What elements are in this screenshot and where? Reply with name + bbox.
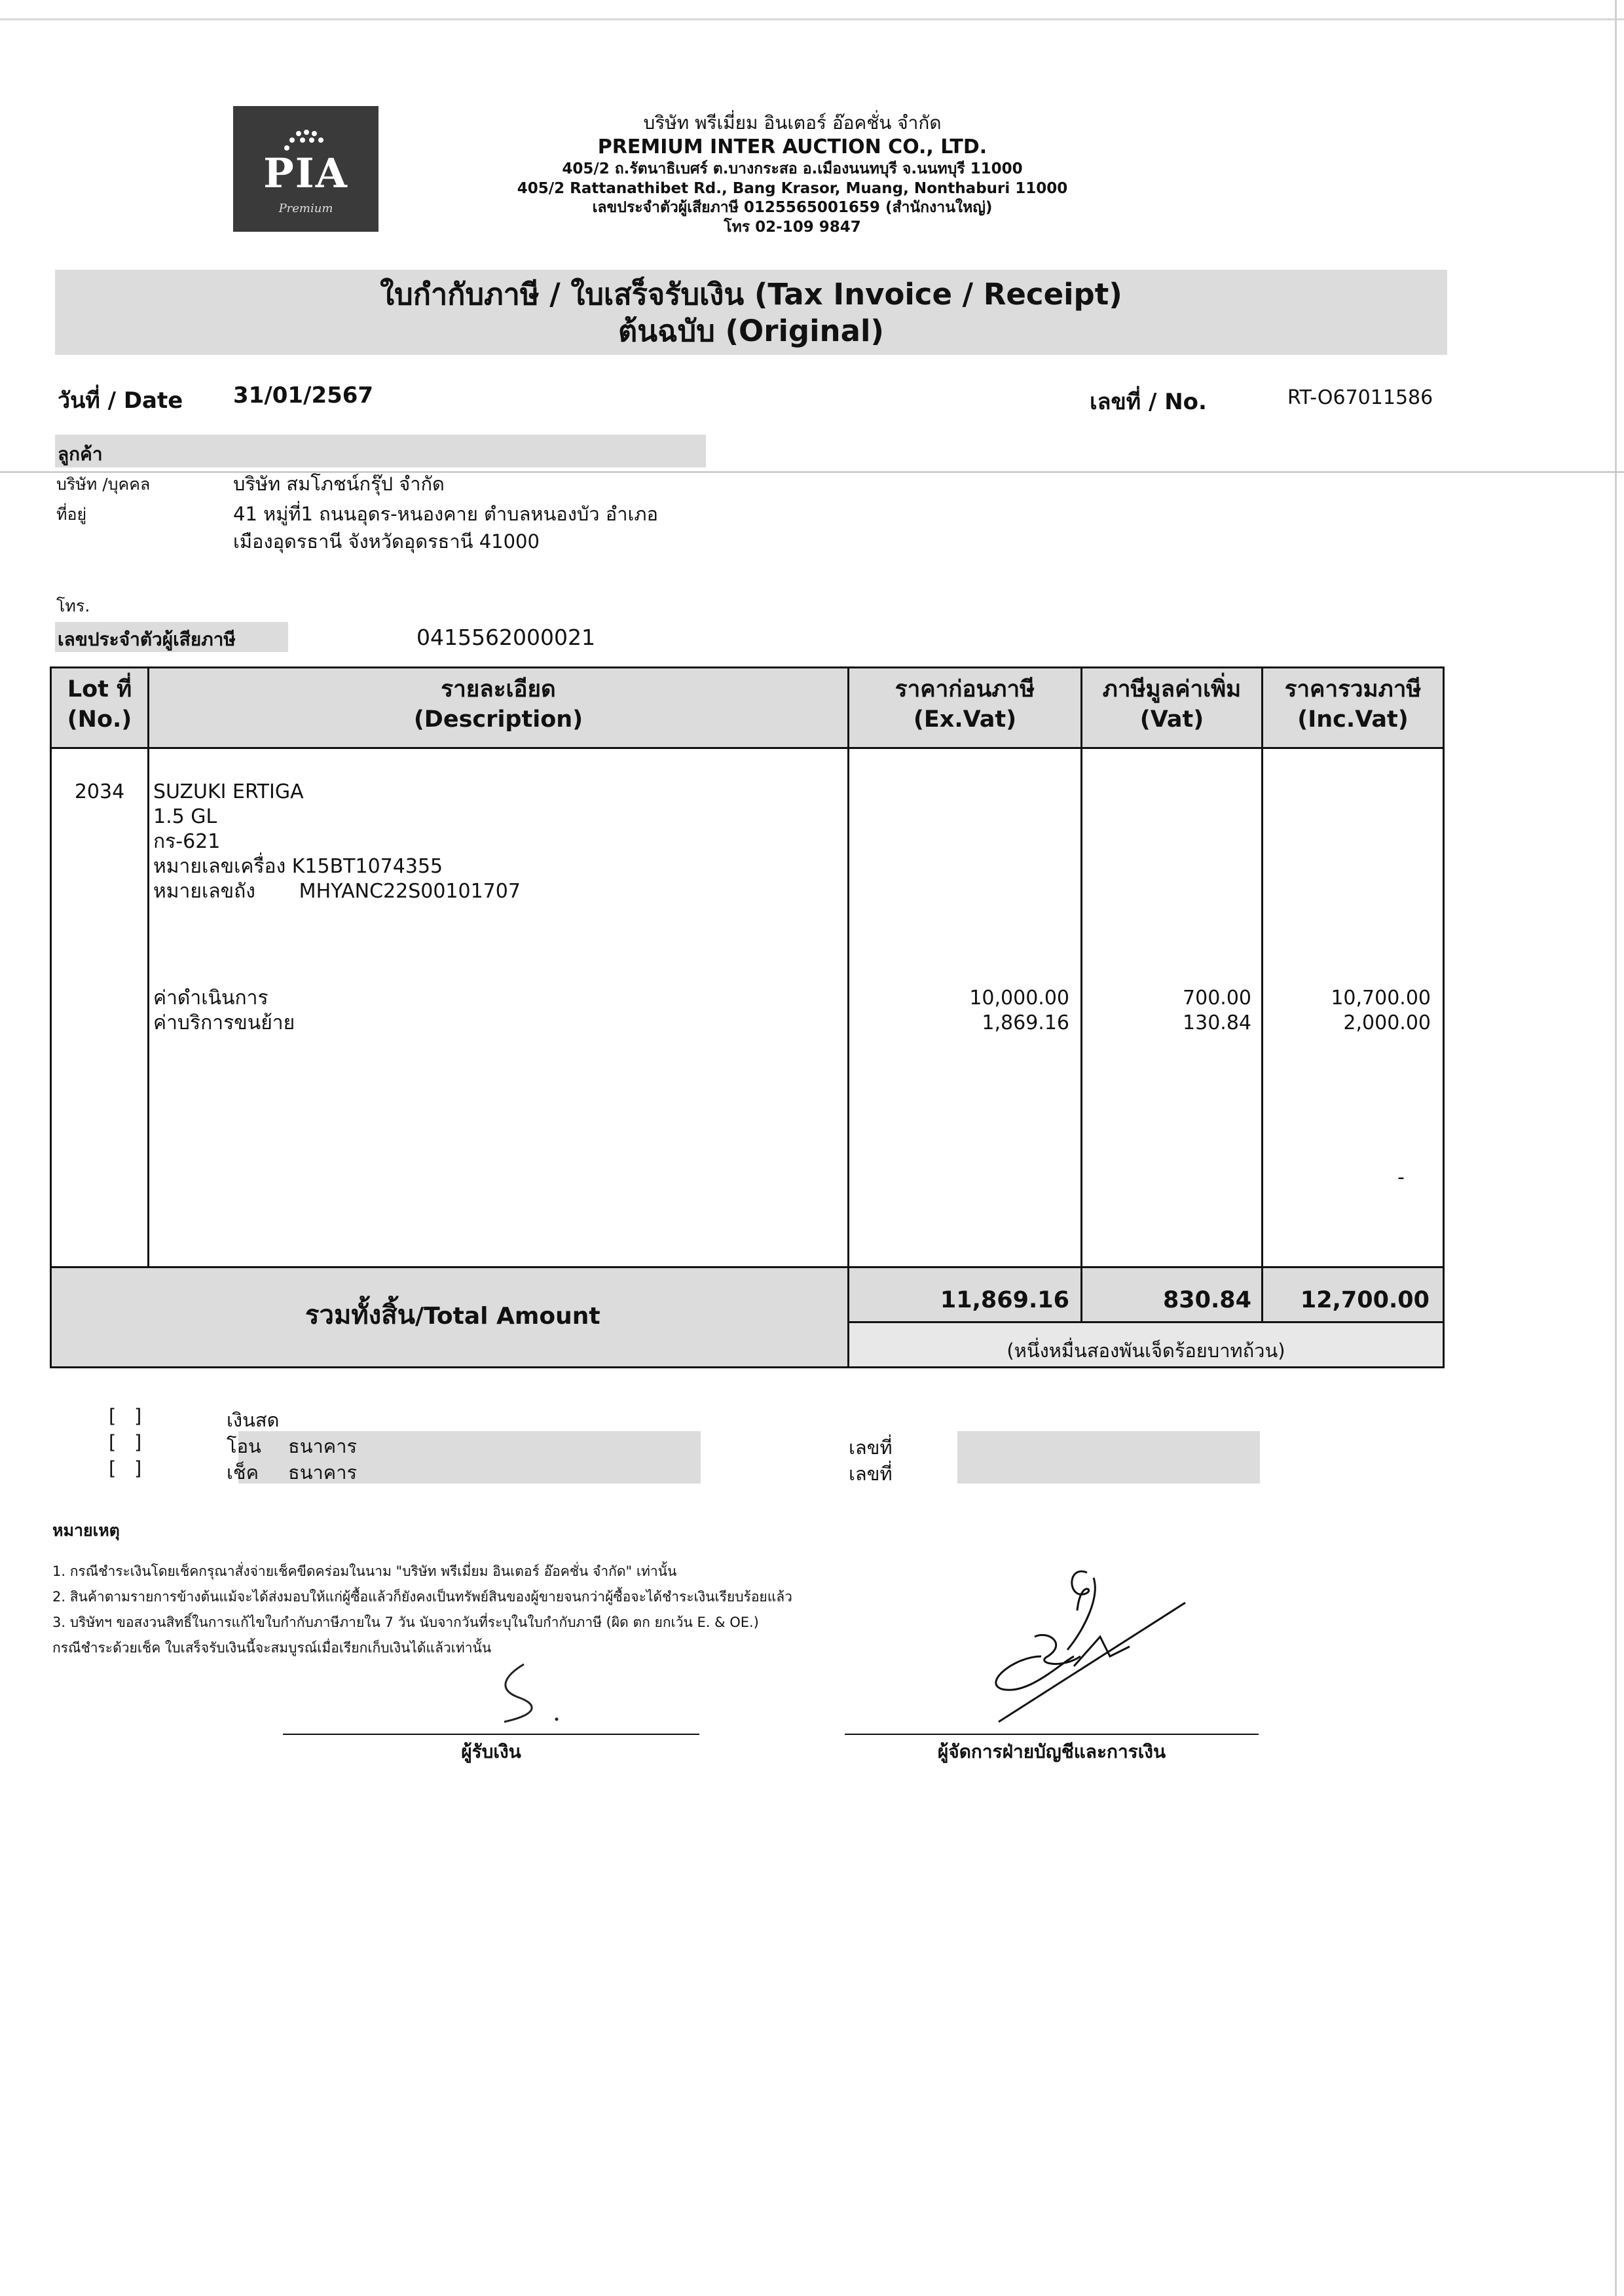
lot-number: 2034 <box>74 780 125 803</box>
item-exvat: 1,869.16 <box>982 1011 1069 1034</box>
date-value: 31/01/2567 <box>233 382 374 409</box>
transfer-checkbox[interactable]: [ ] <box>109 1431 142 1453</box>
total-incvat: 12,700.00 <box>1300 1287 1430 1313</box>
note-item: 2. สินค้าตามรายการข้างต้นแม้จะได้ส่งมอบให้แก่ผู้ซื้อแล้วก็ยังคงเป็นทรัพย์สินของผู้ขายจนกว่าผู้ซื้อจะได้ชำระเงินเรียบร้อยแล้ว <box>52 1589 792 1605</box>
cheque-checkbox[interactable]: [ ] <box>109 1457 142 1480</box>
note-item: 3. บริษัทฯ ขอสงวนสิทธิ์ในการแก้ไขใบกำกับภาษีภายใน 7 วัน นับจากวันที่ระบุในใบกำกับภาษี (ผิด ตก ยกเว้น E. & OE.) <box>52 1614 759 1630</box>
header-description-en: (Description) <box>413 706 583 733</box>
total-vat: 830.84 <box>1162 1287 1251 1313</box>
table-words-rule <box>847 1321 1445 1323</box>
table-row <box>153 986 841 1011</box>
header-vat <box>1082 674 1261 735</box>
vehicle-engine-no: หมายเลขเครื่อง K15BT1074355 <box>153 855 443 878</box>
item-vat: 700.00 <box>1183 987 1251 1010</box>
customer-address-line2: เมืองอุดรธานี จังหวัดอุดรธานี 41000 <box>233 530 540 553</box>
company-tax-id: เลขประจำตัวผู้เสียภาษี 0125565001659 (สำนักงานใหญ่) <box>592 199 993 217</box>
company-header <box>498 111 1087 237</box>
header-lot-en: (No.) <box>67 706 132 733</box>
receiver-signature-icon <box>478 1656 576 1728</box>
header-vat-th: ภาษีมูลค่าเพิ่ม <box>1102 676 1242 702</box>
customer-heading-bar <box>55 435 706 467</box>
number-field-bar <box>957 1431 1260 1484</box>
customer-taxid-label: เลขประจำตัวผู้เสียภาษี <box>58 629 236 650</box>
total-exvat: 11,869.16 <box>940 1287 1069 1313</box>
header-exvat-en: (Ex.Vat) <box>913 706 1017 733</box>
note-item: 1. กรณีชำระเงินโดยเช็คกรุณาสั่งจ่ายเช็คขีดคร่อมในนาม "บริษัท พรีเมี่ยม อินเตอร์ อ๊อคชั่น จำกัด" เท่านั้น <box>52 1563 677 1579</box>
company-phone: โทร 02-109 9847 <box>724 218 861 236</box>
item-incvat: 2,000.00 <box>1343 1011 1431 1034</box>
table-total-rule <box>50 1266 1445 1268</box>
logo-text: PIA <box>263 149 348 197</box>
company-name-th: บริษัท พรีเมี่ยม อินเตอร์ อ๊อคชั่น จำกัด <box>643 112 942 134</box>
table-header-rule <box>50 747 1445 749</box>
cheque-label: เช็ค <box>227 1461 259 1484</box>
item-description: ค่าดำเนินการ <box>153 987 268 1010</box>
logo-subtext: Premium <box>278 202 333 215</box>
table-row <box>153 1011 841 1036</box>
scan-edge-right <box>1615 0 1617 2296</box>
total-label <box>305 1294 600 1336</box>
item-exvat: 10,000.00 <box>969 987 1069 1010</box>
customer-address-label: ที่อยู่ <box>56 505 87 524</box>
header-description <box>149 674 847 735</box>
transfer-bank-label: ธนาคาร <box>288 1435 358 1457</box>
company-logo <box>233 106 378 232</box>
vehicle-chassis-no: หมายเลขถัง MHYANC22S00101707 <box>153 880 521 903</box>
item-incvat: 10,700.00 <box>1331 987 1431 1010</box>
customer-taxid: 0415562000021 <box>416 625 595 650</box>
notes-title: หมายเหตุ <box>52 1521 120 1540</box>
document-title-bar <box>55 270 1447 355</box>
header-incvat-en: (Inc.Vat) <box>1297 706 1409 733</box>
vehicle-model: SUZUKI ERTIGA <box>153 780 304 803</box>
header-description-th: รายละเอียด <box>441 676 556 702</box>
receiver-signature-line <box>283 1734 699 1735</box>
header-exvat <box>849 674 1080 735</box>
header-incvat <box>1263 674 1443 735</box>
total-label-th: รวมทั้งสิ้น <box>305 1300 415 1330</box>
note-item: กรณีชำระด้วยเช็ค ใบเสร็จรับเงินนี้จะสมบูรณ์เมื่อเรียกเก็บเงินได้แล้วเท่านั้น <box>52 1640 492 1656</box>
customer-heading: ลูกค้า <box>58 443 103 465</box>
cash-label: เงินสด <box>227 1409 280 1431</box>
document-number: RT-O67011586 <box>1287 386 1433 409</box>
customer-name: บริษัท สมโภชน์กรุ๊ป จำกัด <box>233 473 445 495</box>
company-address-th: 405/2 ถ.รัตนาธิเบศร์ ต.บางกระสอ อ.เมืองนนทบุรี จ.นนทบุรี 11000 <box>562 160 1023 178</box>
total-label-en: /Total Amount <box>415 1303 600 1330</box>
manager-signature-icon <box>969 1558 1192 1728</box>
header-incvat-th: ราคารวมภาษี <box>1284 676 1422 702</box>
item-vat: 130.84 <box>1183 1011 1251 1034</box>
company-name-en: PREMIUM INTER AUCTION CO., LTD. <box>597 135 987 158</box>
cheque-number-label: เลขที่ <box>849 1463 893 1485</box>
header-lot-th: Lot ที่ <box>67 676 132 702</box>
scan-edge-top <box>0 18 1624 20</box>
transfer-number-label: เลขที่ <box>849 1436 893 1459</box>
header-vat-en: (Vat) <box>1139 706 1204 733</box>
cheque-bank-label: ธนาคาร <box>288 1461 358 1484</box>
transfer-label: โอน <box>227 1435 261 1457</box>
customer-phone-label: โทร. <box>56 596 90 615</box>
dash-mark: - <box>1397 1166 1405 1189</box>
document-number-label: เลขที่ / No. <box>1090 389 1207 415</box>
header-exvat-th: ราคาก่อนภาษี <box>895 676 1035 702</box>
document-copy-type: ต้นฉบับ (Original) <box>618 314 884 348</box>
vehicle-details <box>153 780 841 904</box>
customer-address-line1: 41 หมู่ที่1 ถนนอุดร-หนองคาย ตำบลหนองบัว อำเภอ <box>233 503 658 525</box>
receiver-caption: ผู้รับเงิน <box>461 1741 521 1762</box>
cash-checkbox[interactable]: [ ] <box>109 1405 142 1427</box>
col-rule-lot <box>147 666 149 1267</box>
manager-signature-line <box>845 1734 1259 1735</box>
item-description: ค่าบริการขนย้าย <box>153 1011 295 1034</box>
header-lot <box>52 674 147 735</box>
vehicle-grade: 1.5 GL <box>153 805 217 828</box>
company-address-en: 405/2 Rattanathibet Rd., Bang Krasor, Muang, Nonthaburi 11000 <box>517 179 1068 197</box>
total-amount-words: (หนึ่งหมื่นสองพันเจ็ดร้อยบาทถ้วน) <box>1006 1339 1285 1362</box>
vehicle-plate: กร-621 <box>153 830 221 853</box>
document-title: ใบกำกับภาษี / ใบเสร็จรับเงิน (Tax Invoice / Receipt) <box>380 277 1122 312</box>
date-label: วันที่ / Date <box>58 388 183 414</box>
manager-caption: ผู้จัดการฝ่ายบัญชีและการเงิน <box>937 1741 1166 1762</box>
customer-name-label: บริษัท /บุคคล <box>56 475 151 494</box>
